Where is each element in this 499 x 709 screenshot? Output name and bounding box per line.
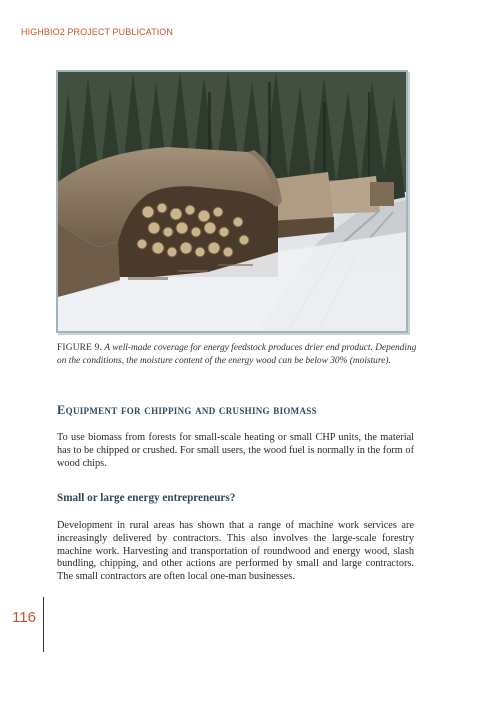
page-number-rule bbox=[43, 597, 44, 652]
figure-caption bbox=[57, 342, 417, 367]
figure-photo bbox=[56, 70, 408, 333]
figure-caption-text: A well-made coverage for energy feedstock produces drier end product. Depending on the conditions, the moisture content of the energy wood can be below 30% (moisture). bbox=[57, 343, 417, 366]
covered-woodpile-photo bbox=[58, 72, 406, 331]
subsection-paragraph: Development in rural areas has shown that a range of machine work services are increasingly delivered by contractors. This also involves the large-scale forestry machine work. Harvesting and transportation of roundwood and energy wood, slash bundling, chipping, and other actions are performed by small and large contractors. The small contractors are often local one-man businesses. bbox=[57, 520, 414, 583]
section-paragraph: To use biomass from forests for small-scale heating or small CHP units, the material has to be chipped or crushed. For small users, the wood fuel is normally in the form of wood chips. bbox=[57, 432, 414, 469]
subsection-heading: Small or large energy entrepreneurs? bbox=[57, 492, 236, 504]
running-header: HIGHBIO2 PROJECT PUBLICATION bbox=[21, 27, 173, 37]
section-heading: Equipment for chipping and crushing biomass bbox=[57, 403, 317, 417]
figure-label: FIGURE 9. bbox=[57, 343, 103, 353]
page-number: 116 bbox=[12, 609, 36, 626]
